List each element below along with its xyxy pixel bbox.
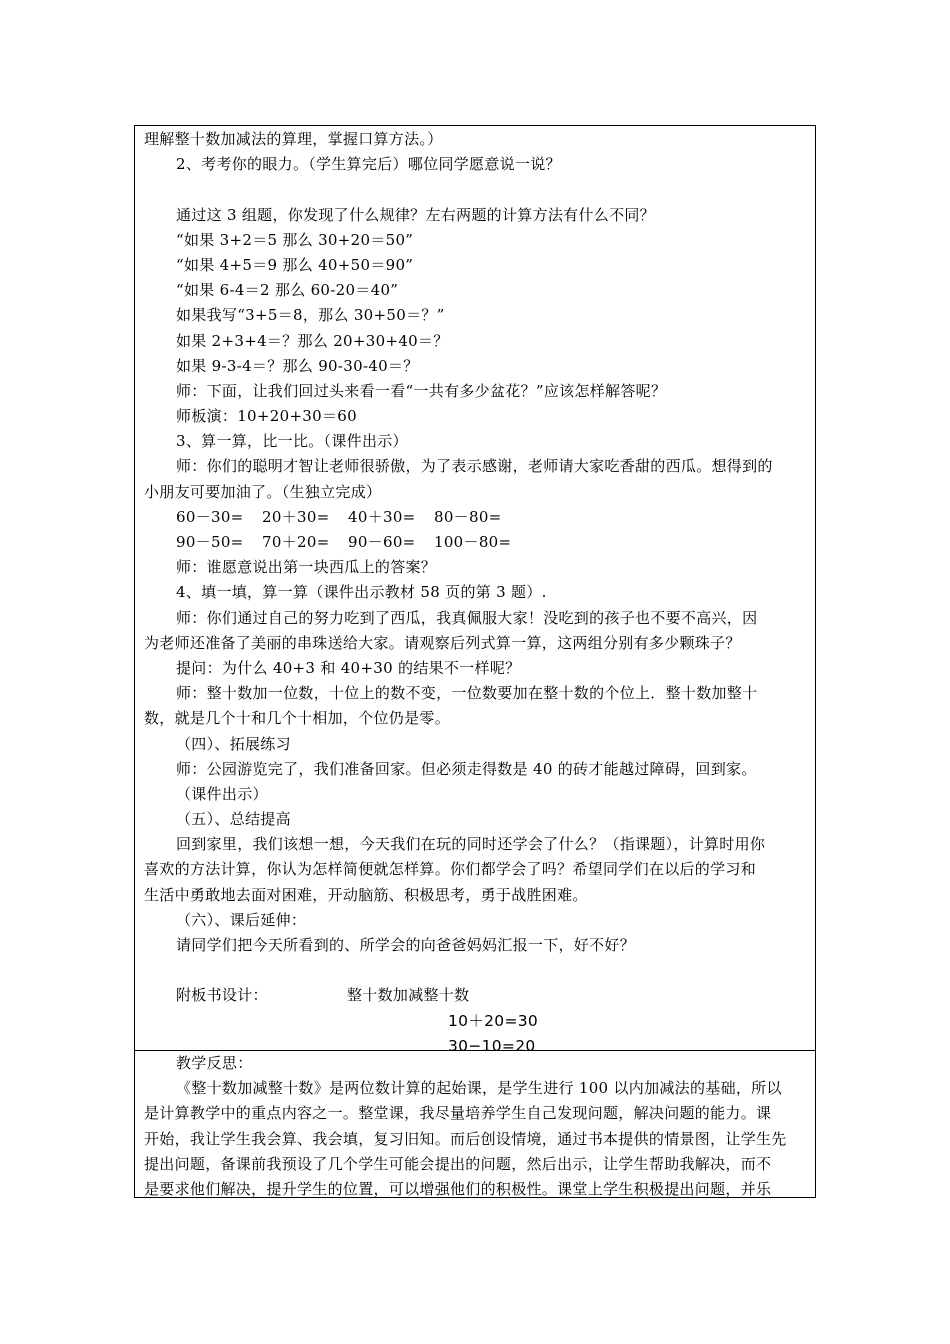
blank-line <box>144 177 807 202</box>
board-design-title: 整十数加减整十数 <box>347 986 470 1005</box>
calc-item: 40＋30= <box>348 507 416 526</box>
calc-item: 80－80= <box>434 507 502 526</box>
text-line: 喜欢的方法计算，你认为怎样简便就怎样算。你们都学会了吗？希望同学们在以后的学习和 <box>144 860 757 879</box>
section-heading: （四）、拓展练习 <box>176 734 291 753</box>
reflection-cell <box>144 1051 807 1202</box>
board-formula: 10＋20=30 <box>448 1011 539 1030</box>
text-line: 4、填一填，算一算（课件出示教材 58 页的第 3 题）. <box>176 583 547 602</box>
text-line: 数，就是几个十和几个十相加，个位仍是零。 <box>144 709 451 728</box>
text-line: （课件出示） <box>176 784 268 803</box>
text-line: 如果 2+3+4＝？那么 20+30+40＝？ <box>176 331 449 350</box>
text-line: 师：下面，让我们回过头来看一看“一共有多少盆花？”应该怎样解答呢？ <box>176 381 667 400</box>
text-line: “如果 4+5＝9 那么 40+50＝90” <box>176 255 414 274</box>
board-design-heading <box>144 983 807 1008</box>
calc-item: 20＋30= <box>262 507 330 526</box>
text-line: 2、考考你的眼力。（学生算完后）哪位同学愿意说一说？ <box>176 155 561 174</box>
text-line: 小朋友可要加油了。（生独立完成） <box>144 482 382 501</box>
text-line: 《整十数加减整十数》是两位数计算的起始课，是学生进行 100 以内加减法的基础，所以 <box>176 1079 782 1098</box>
calc-item: 90－50= <box>176 533 244 551</box>
lesson-cell <box>144 127 807 1059</box>
board-formula: 30−10=20 <box>448 1036 536 1055</box>
text-line: 师：谁愿意说出第一块西瓜上的答案？ <box>176 558 437 577</box>
text-line: 是计算教学中的重点内容之一。整堂课，我尽量培养学生自己发现问题，解决问题的能力。课 <box>144 1104 772 1123</box>
calc-item: 90－60= <box>348 533 416 551</box>
reflection-heading: 教学反思： <box>176 1054 253 1072</box>
text-line: 理解整十数加减法的算理，掌握口算方法。） <box>144 130 443 148</box>
text-line: 师板演：10+20+30＝60 <box>176 407 357 426</box>
calc-item: 60－30= <box>176 507 244 526</box>
text-line: 是要求他们解决，提升学生的位置，可以增强他们的积极性。课堂上学生积极提出问题，并乐 <box>144 1179 772 1198</box>
blank-line <box>144 958 807 983</box>
text-line: “如果 6-4＝2 那么 60-20＝40” <box>176 281 399 300</box>
text-line: 为老师还准备了美丽的串珠送给大家。请观察后列式算一算，这两组分别有多少颗珠子？ <box>144 633 741 652</box>
section-heading: （五）、总结提高 <box>176 810 291 829</box>
text-line: 3、算一算，比一比。（课件出示） <box>176 432 408 451</box>
calc-item: 70＋20= <box>262 533 330 551</box>
text-line: 提问：为什么 40+3 和 40+30 的结果不一样呢？ <box>176 658 521 677</box>
text-line: 回到家里，我们该想一想，今天我们在玩的同时还学会了什么？（指课题），计算时用你 <box>176 835 766 854</box>
text-line: 师：公园游览完了，我们准备回家。但必须走得数是 40 的砖才能越过障碍，回到家。 <box>176 759 757 778</box>
calc-row <box>144 530 807 555</box>
text-line: 生活中勇敢地去面对困难，开动脑筋、积极思考，勇于战胜困难。 <box>144 885 588 904</box>
text-line: 师：你们通过自己的努力吃到了西瓜，我真佩服大家！没吃到的孩子也不要不高兴，因 <box>176 608 758 627</box>
calc-row <box>144 505 807 530</box>
section-heading: （六）、课后延伸： <box>176 910 307 929</box>
calc-item: 100－80= <box>434 533 512 551</box>
text-line: 提出问题，备课前我预设了几个学生可能会提出的问题，然后出示，让学生帮助我解决，而不 <box>144 1154 772 1173</box>
text-line: 开始，我让学生我会算、我会填，复习旧知。而后创设情境，通过书本提供的情景图，让学生先 <box>144 1129 787 1148</box>
text-line: 如果 9-3-4＝？那么 90-30-40＝？ <box>176 356 419 375</box>
lesson-table <box>134 125 816 1198</box>
text-line: 通过这 3 组题，你发现了什么规律？左右两题的计算方法有什么不同？ <box>176 205 655 224</box>
board-design-label: 附板书设计： <box>176 986 268 1005</box>
text-line: “如果 3+2＝5 那么 30+20＝50” <box>176 230 414 249</box>
text-line: 师：你们的聪明才智让老师很骄傲，为了表示感谢，老师请大家吃香甜的西瓜。想得到的 <box>176 457 773 476</box>
text-line: 师：整十数加一位数，十位上的数不变，一位数要加在整十数的个位上．整十数加整十 <box>176 684 758 703</box>
text-line: 请同学们把今天所看到的、所学会的向爸爸妈妈汇报一下，好不好？ <box>176 936 636 954</box>
text-line: 如果我写“3+5＝8，那么 30+50＝？” <box>176 306 445 325</box>
